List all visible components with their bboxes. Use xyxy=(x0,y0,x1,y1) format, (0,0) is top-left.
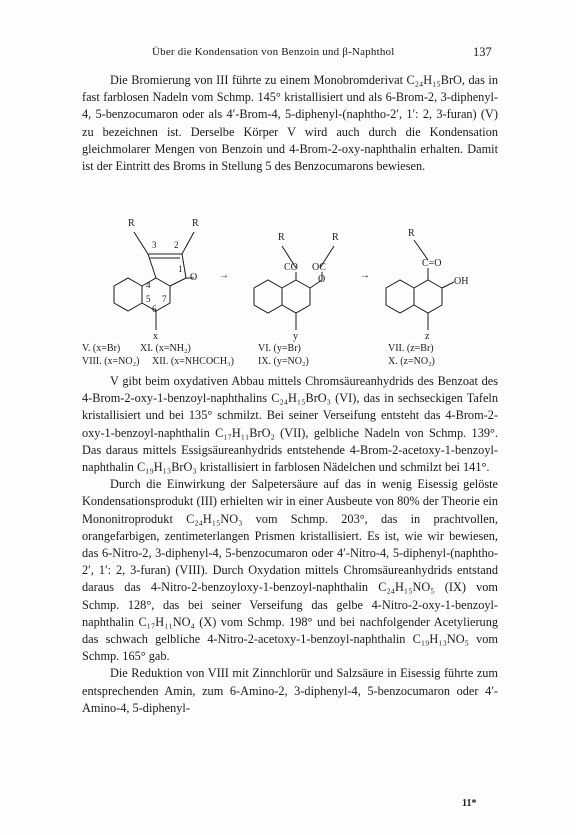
struct3-carbonyl: C=O xyxy=(422,258,442,269)
struct2-r-left: R xyxy=(278,232,285,243)
arrow-2: → xyxy=(360,270,370,281)
running-head: Über die Kondensation von Benzoin und β-Naphthol xyxy=(152,46,395,58)
structure-3-bonds xyxy=(386,240,454,330)
struct2-oxygen: O xyxy=(318,274,326,285)
caption-VIII: VIII. (x=NO₂) xyxy=(82,356,140,367)
caption-X: X. (z=NO₂) xyxy=(388,356,435,367)
struct3-sub: z xyxy=(425,331,430,342)
arrow-1: → xyxy=(219,270,229,281)
caption-VII: VII. (z=Br) xyxy=(388,343,434,354)
paragraph-bromination xyxy=(82,72,498,175)
struct1-num-1: 1 xyxy=(178,264,183,274)
caption-V: V. (x=Br) xyxy=(82,343,121,354)
struct1-r-right: R xyxy=(192,218,199,229)
body-text-bottom xyxy=(82,373,498,717)
struct3-r: R xyxy=(408,228,415,239)
paragraph: Die Bromierung von III führte zu einem Monobromderivat C₂₄H₁₅BrO, das in fast farblosen Nadeln vom Schmp. 145° kristallisiert und als 6-Brom-2, 3-diphenyl-4, 5-benzocumaron oder als 4′-Brom-4, 5-diphenyl-(naphtho-2′, 1′: 2, 3-furan) (V) zu bezeichnen ist. Derselbe Körper V wird auch durch die Kondensation gleichmolarer Mengen von Benzoin und 4-Brom-2-oxy-naphthalin erhalten. Damit ist der Eintritt des Broms in Stellung 5 des Benzocumarons bewiesen. xyxy=(82,73,498,174)
signature-mark: 11* xyxy=(462,798,477,809)
struct1-sub: x xyxy=(153,331,158,342)
struct1-r-left: R xyxy=(128,218,135,229)
structure-drawing xyxy=(82,218,498,358)
paragraph: Durch die Einwirkung der Salpetersäure auf das in wenig Eisessig gelöste Kondensationsprodukt (III) erhielten wir in einer Ausbeute von 80% der Theorie ein Mononitroprodukt C₂₄H₁₅NO₃ vom Schmp. 203°, das in prachtvollen, orangefarbigen, zentimeterlangen Prismen kristallisiert. Es ist, wie wir bewiesen, das 6-Nitro-2, 3-diphenyl-4, 5-benzocumaron oder 4′-Nitro-4, 5-diphenyl-(naphtho-2′, 1′: 2, 3-furan) (VIII). Durch Oxydation mittels Chromsäureanhydrids entstand daraus das 4-Nitro-2-benzoyloxy-1-benzoyl-naphthalin C₂₄H₁₅NO₅ (IX) vom Schmp. 128°, das bei seiner Verseifung das gelbe 4-Nitro-2-oxy-1-benzoyl-naphthalin C₁₇H₁₁NO₄ (X) vom Schmp. 198° und bei nachfolgender Acetylierung das schwach gelbliche 4-Nitro-2-acetoxy-1-benzoyl-naphthalin C₁₉H₁₃NO₅ vom Schmp. 165° gab. xyxy=(82,477,498,664)
struct1-num-2: 2 xyxy=(174,240,179,250)
struct3-hydroxyl: OH xyxy=(454,276,469,287)
caption-XI: XI. (x=NH₂) xyxy=(140,343,191,354)
struct2-oc: OC xyxy=(312,262,326,273)
paragraph: Die Reduktion von VIII mit Zinnchlorür und Salzsäure in Eisessig führte zum entsprechenden Amin, zum 6-Amino-2, 3-diphenyl-4, 5-benzocumaron oder 4′-Amino-4, 5-diphenyl- xyxy=(82,666,498,715)
paragraph: V gibt beim oxydativen Abbau mittels Chromsäureanhydrids des Benzoat des 4-Brom-2-oxy-1-benzoyl-naphthalins C₂₄H₁₅BrO₃ (VI), das in sechseckigen Tafeln kristallisiert und bei 135° schmilzt. Bei seiner Verseifung entsteht das 4-Brom-2-oxy-1-benzoyl-naphthalin C₁₇H₁₁BrO₂ (VII), gelbliche Nadeln von Schmp. 139°. Das daraus mittels Essigsäureanhydrids entstehende 4-Brom-2-acetoxy-1-benzoyl-naphthalin C₁₉H₁₃BrO₃ kristallisiert in farblosen Nädelchen und schmilzt bei 141°. xyxy=(82,374,498,475)
caption-VI: VI. (y=Br) xyxy=(258,343,301,354)
struct1-num-7: 7 xyxy=(162,294,167,304)
caption-XII: XII. (x=NHCOCH₃) xyxy=(152,356,234,367)
struct1-num-5: 5 xyxy=(146,294,151,304)
struct1-num-6: 6 xyxy=(152,304,157,314)
struct2-r-right: R xyxy=(332,232,339,243)
struct2-co: CO xyxy=(284,262,298,273)
structure-2-bonds xyxy=(254,246,334,330)
struct2-sub: y xyxy=(293,331,298,342)
structure-figure xyxy=(82,218,498,358)
struct1-num-3: 3 xyxy=(152,240,157,250)
struct1-num-4: 4 xyxy=(146,280,151,290)
caption-IX: IX. (y=NO₂) xyxy=(258,356,309,367)
page-number: 137 xyxy=(473,45,492,59)
struct1-oxygen: O xyxy=(190,272,198,283)
page-header xyxy=(0,46,576,62)
